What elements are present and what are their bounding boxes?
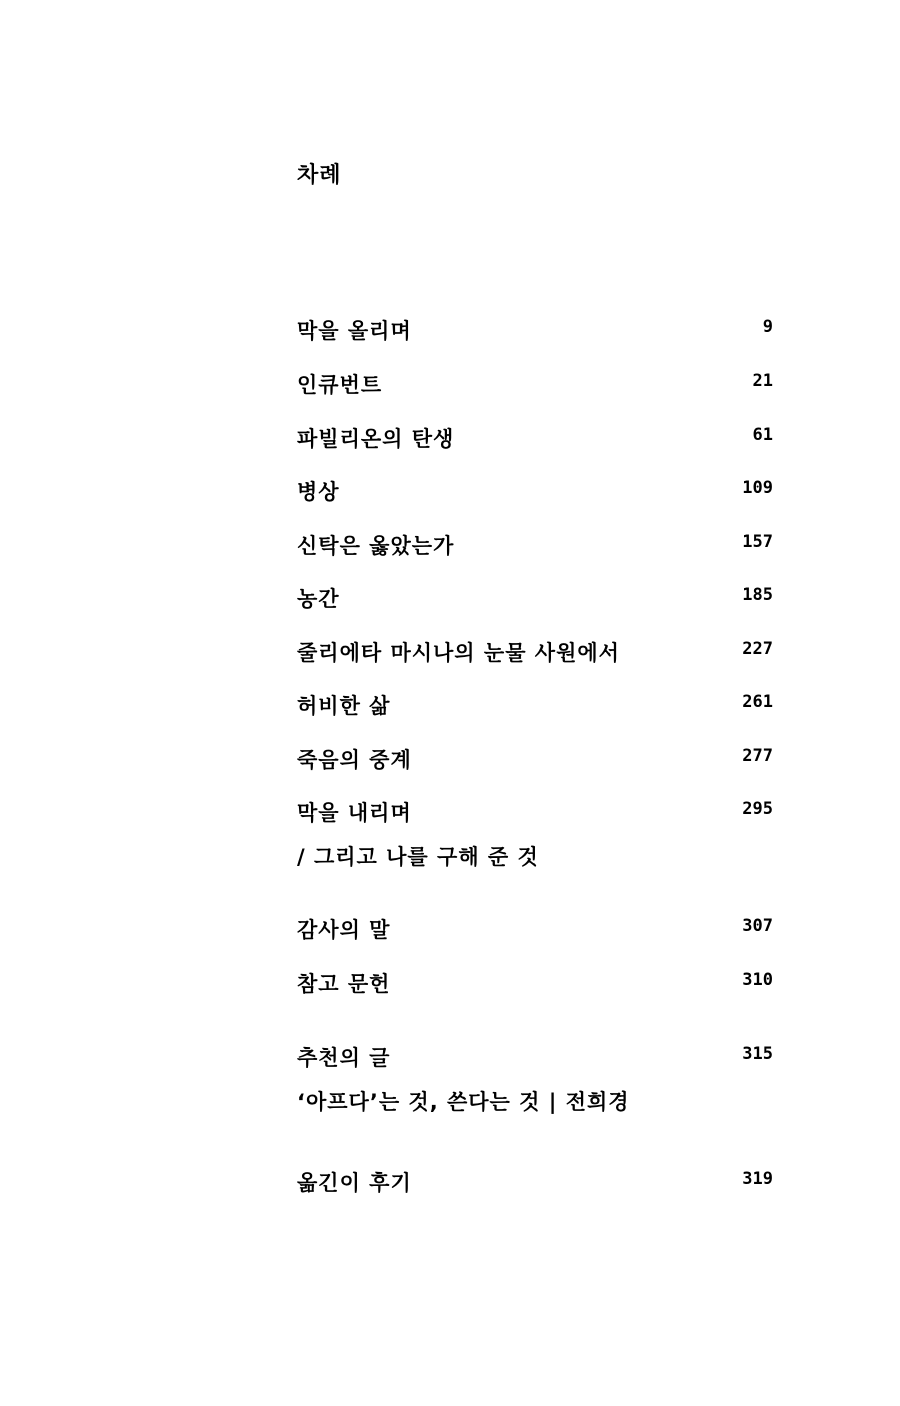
toc-entry[interactable] (297, 968, 773, 998)
toc-entry-page: 307 (742, 916, 773, 936)
toc-entry-page: 315 (742, 1044, 773, 1064)
toc-entry-title: 병상 (297, 480, 340, 504)
toc-entry-title: 줄리에타 마시나의 눈물 사원에서 (297, 641, 620, 665)
toc-entry-page: 227 (742, 639, 773, 659)
toc-entry-title: 인큐번트 (297, 373, 383, 397)
toc-entry-title: 막을 올리며 (297, 319, 412, 343)
toc-entry-title: 허비한 삶 (297, 694, 391, 718)
toc-entry[interactable] (297, 423, 773, 453)
toc-entry[interactable] (297, 1167, 773, 1197)
toc-entry[interactable] (297, 744, 773, 774)
toc-entry[interactable] (297, 1042, 773, 1072)
toc-entry-page: 157 (742, 532, 773, 552)
toc-entry-subtitle: ‘아프다’는 것, 쓴다는 것 | 전희경 (297, 1090, 630, 1114)
toc-entry-page: 277 (742, 746, 773, 766)
toc-entry[interactable] (297, 797, 773, 827)
toc-entry-subtitle: / 그리고 나를 구해 준 것 (297, 845, 539, 869)
toc-entry-title: 참고 문헌 (297, 972, 391, 996)
toc-entry-page: 261 (742, 692, 773, 712)
toc-entry-title: 죽음의 중계 (297, 748, 412, 772)
toc-entry-title: 막을 내리며 (297, 801, 412, 825)
toc-entry-page: 61 (752, 425, 773, 445)
page-title: 차례 (297, 163, 342, 188)
toc-entry[interactable] (297, 315, 773, 345)
toc-entry-title: 신탁은 옳았는가 (297, 534, 455, 558)
toc-entry[interactable] (297, 476, 773, 506)
toc-entry-page: 109 (742, 478, 773, 498)
toc-entry-title: 추천의 글 (297, 1046, 391, 1070)
toc-entry-page: 310 (742, 970, 773, 990)
toc-entry-title: 옮긴이 후기 (297, 1171, 412, 1195)
toc-entry-page: 21 (752, 371, 773, 391)
toc-entry[interactable] (297, 530, 773, 560)
toc-entry-page: 9 (762, 317, 773, 337)
toc-entry-title: 파빌리온의 탄생 (297, 427, 455, 451)
toc-entry-title: 농간 (297, 587, 340, 611)
toc-entry[interactable] (297, 690, 773, 720)
toc-entry-page: 319 (742, 1169, 773, 1189)
toc-entry[interactable] (297, 637, 773, 667)
toc-entry-title: 감사의 말 (297, 918, 391, 942)
toc-entry[interactable] (297, 583, 773, 613)
toc-entry-page: 185 (742, 585, 773, 605)
toc-entry-page: 295 (742, 799, 773, 819)
toc-entry[interactable] (297, 914, 773, 944)
toc-entry[interactable] (297, 369, 773, 399)
